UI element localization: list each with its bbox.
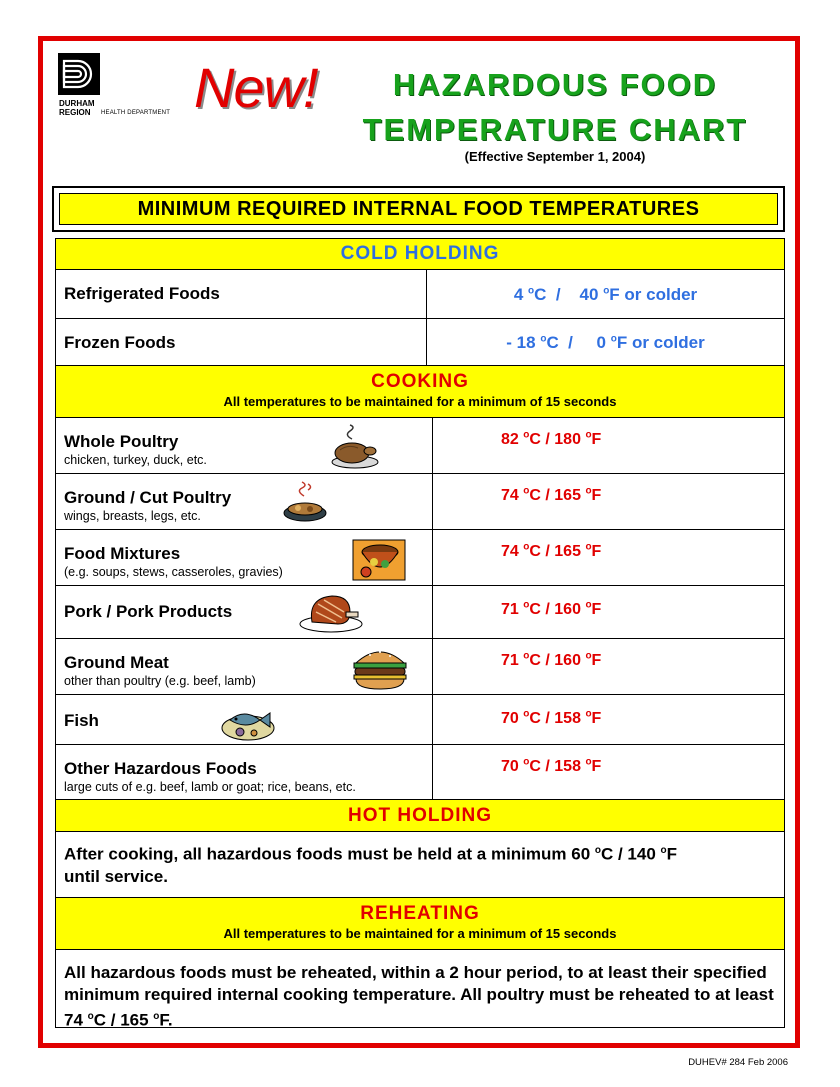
unit-separator: / (545, 758, 550, 776)
degree-symbol: o (153, 1011, 160, 1022)
hot-holding-header (56, 799, 784, 831)
degree-symbol: o (585, 542, 592, 553)
unit-separator: / (555, 285, 561, 304)
unit-separator: / (545, 431, 550, 449)
temperature-value (501, 601, 601, 618)
fahrenheit-value: 40 (579, 285, 599, 304)
food-name: Frozen Foods (64, 333, 176, 352)
celsius-unit: C (529, 710, 541, 728)
celsius-value: 70 (501, 710, 519, 728)
degree-symbol: o (610, 333, 617, 345)
temperature-value (501, 652, 601, 669)
fahrenheit-unit: F (591, 487, 602, 505)
temperature-value (501, 710, 601, 727)
cold-holding-header (56, 239, 784, 269)
celsius-unit: C (529, 487, 541, 505)
temperature-value (501, 758, 601, 775)
reheating-text (56, 950, 784, 1032)
table-row (56, 269, 784, 318)
table-row (56, 585, 784, 638)
page-title (340, 62, 770, 152)
degree-symbol: o (523, 757, 530, 768)
table-row (56, 744, 784, 799)
fahrenheit-unit: F (591, 543, 602, 561)
fahrenheit-value: 0 (596, 333, 606, 352)
celsius-unit: C (534, 285, 547, 304)
title-line-1: HAZARDOUS FOOD (392, 67, 718, 102)
logo-department: HEALTH DEPARTMENT (101, 110, 171, 116)
table-row (56, 318, 784, 365)
cooking-title: COOKING (371, 371, 469, 392)
text-segment: All hazardous foods must be reheated, within a 2 hour period, to at least their specified minimum required internal cooking temperature. All poultry must be reheated to at least 74 (64, 963, 774, 1030)
degree-symbol: o (603, 285, 610, 297)
celsius-unit: C (529, 758, 541, 776)
unit-separator: / (545, 601, 550, 619)
fahrenheit-unit: F (591, 710, 602, 728)
temp-cell (432, 530, 784, 585)
food-description: wings, breasts, legs, etc. (64, 509, 201, 523)
reheating-header (56, 897, 784, 949)
food-name: Food Mixtures (64, 544, 181, 563)
temperature-table (55, 238, 785, 1028)
degree-symbol: o (585, 709, 592, 720)
celsius-unit: C (529, 431, 541, 449)
fahrenheit-unit: F (591, 431, 602, 449)
temp-cell (432, 639, 784, 694)
table-row (56, 417, 784, 473)
fahrenheit-value: 165 (554, 543, 581, 561)
logo-line-durham: DURHAM (59, 99, 95, 108)
degree-symbol: o (523, 486, 530, 497)
food-description: (e.g. soups, stews, casseroles, gravies) (64, 565, 283, 579)
poultry-dish-icon (282, 480, 328, 524)
degree-symbol: o (528, 285, 535, 297)
temperature-value (514, 285, 697, 304)
hot-holding-text (56, 832, 784, 888)
food-cell (56, 474, 432, 529)
roast-chicken-icon (330, 422, 380, 470)
fahrenheit-unit: F (591, 758, 602, 776)
temp-cell (432, 474, 784, 529)
fahrenheit-unit: F (591, 652, 602, 670)
fish-platter-icon (220, 698, 276, 742)
celsius-unit: C (529, 652, 541, 670)
food-name: Pork / Pork Products (64, 602, 233, 621)
degree-symbol: o (585, 757, 592, 768)
reheating-title: REHEATING (360, 903, 480, 924)
food-name: Ground Meat (64, 653, 169, 672)
food-cell (56, 745, 432, 799)
degree-symbol: o (540, 333, 547, 345)
food-description: large cuts of e.g. beef, lamb or goat; rice, beans, etc. (64, 780, 356, 794)
fahrenheit-suffix: F or colder (616, 333, 705, 352)
temp-cell (432, 695, 784, 744)
degree-symbol: o (523, 651, 530, 662)
cooking-subtitle: All temperatures to be maintained for a minimum of 15 seconds (223, 394, 617, 409)
hot-holding-body (56, 831, 784, 897)
fahrenheit-unit: F (591, 601, 602, 619)
text-segment: F (666, 844, 678, 864)
fahrenheit-value: 158 (554, 758, 581, 776)
food-name: Fish (64, 711, 99, 730)
food-cell (56, 319, 426, 365)
unit-separator: / (545, 710, 550, 728)
unit-separator: / (545, 543, 550, 561)
unit-separator: / (545, 487, 550, 505)
text-segment: F. (159, 1010, 173, 1030)
celsius-value: 82 (501, 431, 519, 449)
table-row (56, 638, 784, 694)
degree-symbol: o (585, 600, 592, 611)
hot-holding-title: HOT HOLDING (348, 805, 492, 826)
temp-cell (432, 745, 784, 799)
food-description: other than poultry (e.g. beef, lamb) (64, 674, 256, 688)
ham-icon (298, 590, 364, 634)
food-cell (56, 586, 432, 638)
temp-cell (426, 270, 784, 318)
food-name: Ground / Cut Poultry (64, 488, 232, 507)
logo-wordmark (59, 99, 95, 117)
temperature-value (501, 543, 601, 560)
fahrenheit-value: 180 (554, 431, 581, 449)
durham-logo-icon (58, 53, 100, 95)
text-segment: C / 140 (600, 844, 661, 864)
degree-symbol: o (523, 709, 530, 720)
cooking-header (56, 365, 784, 417)
document-code: DUHEV# 284 Feb 2006 (688, 1057, 788, 1068)
cold-holding-title: COLD HOLDING (340, 243, 500, 264)
celsius-value: 71 (501, 601, 519, 619)
table-row (56, 529, 784, 585)
degree-symbol: o (594, 845, 601, 856)
food-description: chicken, turkey, duck, etc. (64, 453, 207, 467)
temp-cell (432, 586, 784, 638)
celsius-value: - 18 (506, 333, 536, 352)
degree-symbol: o (523, 542, 530, 553)
text-segment: After cooking, all hazardous foods must be held at a minimum 60 (64, 844, 595, 864)
fahrenheit-value: 160 (554, 601, 581, 619)
table-row (56, 694, 784, 744)
temp-cell (426, 319, 784, 365)
celsius-value: 74 (501, 543, 519, 561)
degree-symbol: o (523, 430, 530, 441)
degree-symbol: o (87, 1011, 94, 1022)
logo-line-region: REGION (59, 108, 91, 117)
temp-cell (432, 418, 784, 473)
food-cell (56, 270, 426, 318)
celsius-unit: C (546, 333, 559, 352)
unit-separator: / (545, 652, 550, 670)
fahrenheit-value: 165 (554, 487, 581, 505)
celsius-unit: C (529, 601, 541, 619)
food-name: Refrigerated Foods (64, 284, 220, 303)
main-banner: MINIMUM REQUIRED INTERNAL FOOD TEMPERATURES (59, 193, 778, 225)
table-row (56, 473, 784, 529)
reheating-subtitle: All temperatures to be maintained for a minimum of 15 seconds (223, 926, 617, 941)
degree-symbol: o (585, 430, 592, 441)
temperature-value (501, 431, 601, 448)
celsius-value: 71 (501, 652, 519, 670)
degree-symbol: o (523, 600, 530, 611)
celsius-value: 70 (501, 758, 519, 776)
celsius-value: 4 (513, 285, 524, 304)
food-name: Whole Poultry (64, 432, 179, 451)
temperature-value (501, 487, 601, 504)
fahrenheit-suffix: F or colder (609, 285, 698, 304)
degree-symbol: o (660, 845, 667, 856)
stew-pot-icon (350, 534, 408, 584)
unit-separator: / (568, 333, 573, 352)
reheating-body (56, 949, 784, 1030)
degree-symbol: o (585, 651, 592, 662)
celsius-unit: C (529, 543, 541, 561)
fahrenheit-value: 160 (554, 652, 581, 670)
durham-region-logo (58, 53, 178, 127)
text-segment: C / 165 (93, 1010, 154, 1030)
celsius-value: 74 (501, 487, 519, 505)
text-segment: until service. (64, 866, 168, 886)
hamburger-icon (350, 643, 410, 693)
title-line-2: TEMPERATURE CHART (362, 112, 748, 147)
fahrenheit-value: 158 (554, 710, 581, 728)
new-badge: New! (194, 56, 318, 119)
degree-symbol: o (585, 486, 592, 497)
temperature-value (506, 333, 704, 352)
food-name: Other Hazardous Foods (64, 759, 257, 778)
effective-date: (Effective September 1, 2004) (464, 149, 646, 164)
